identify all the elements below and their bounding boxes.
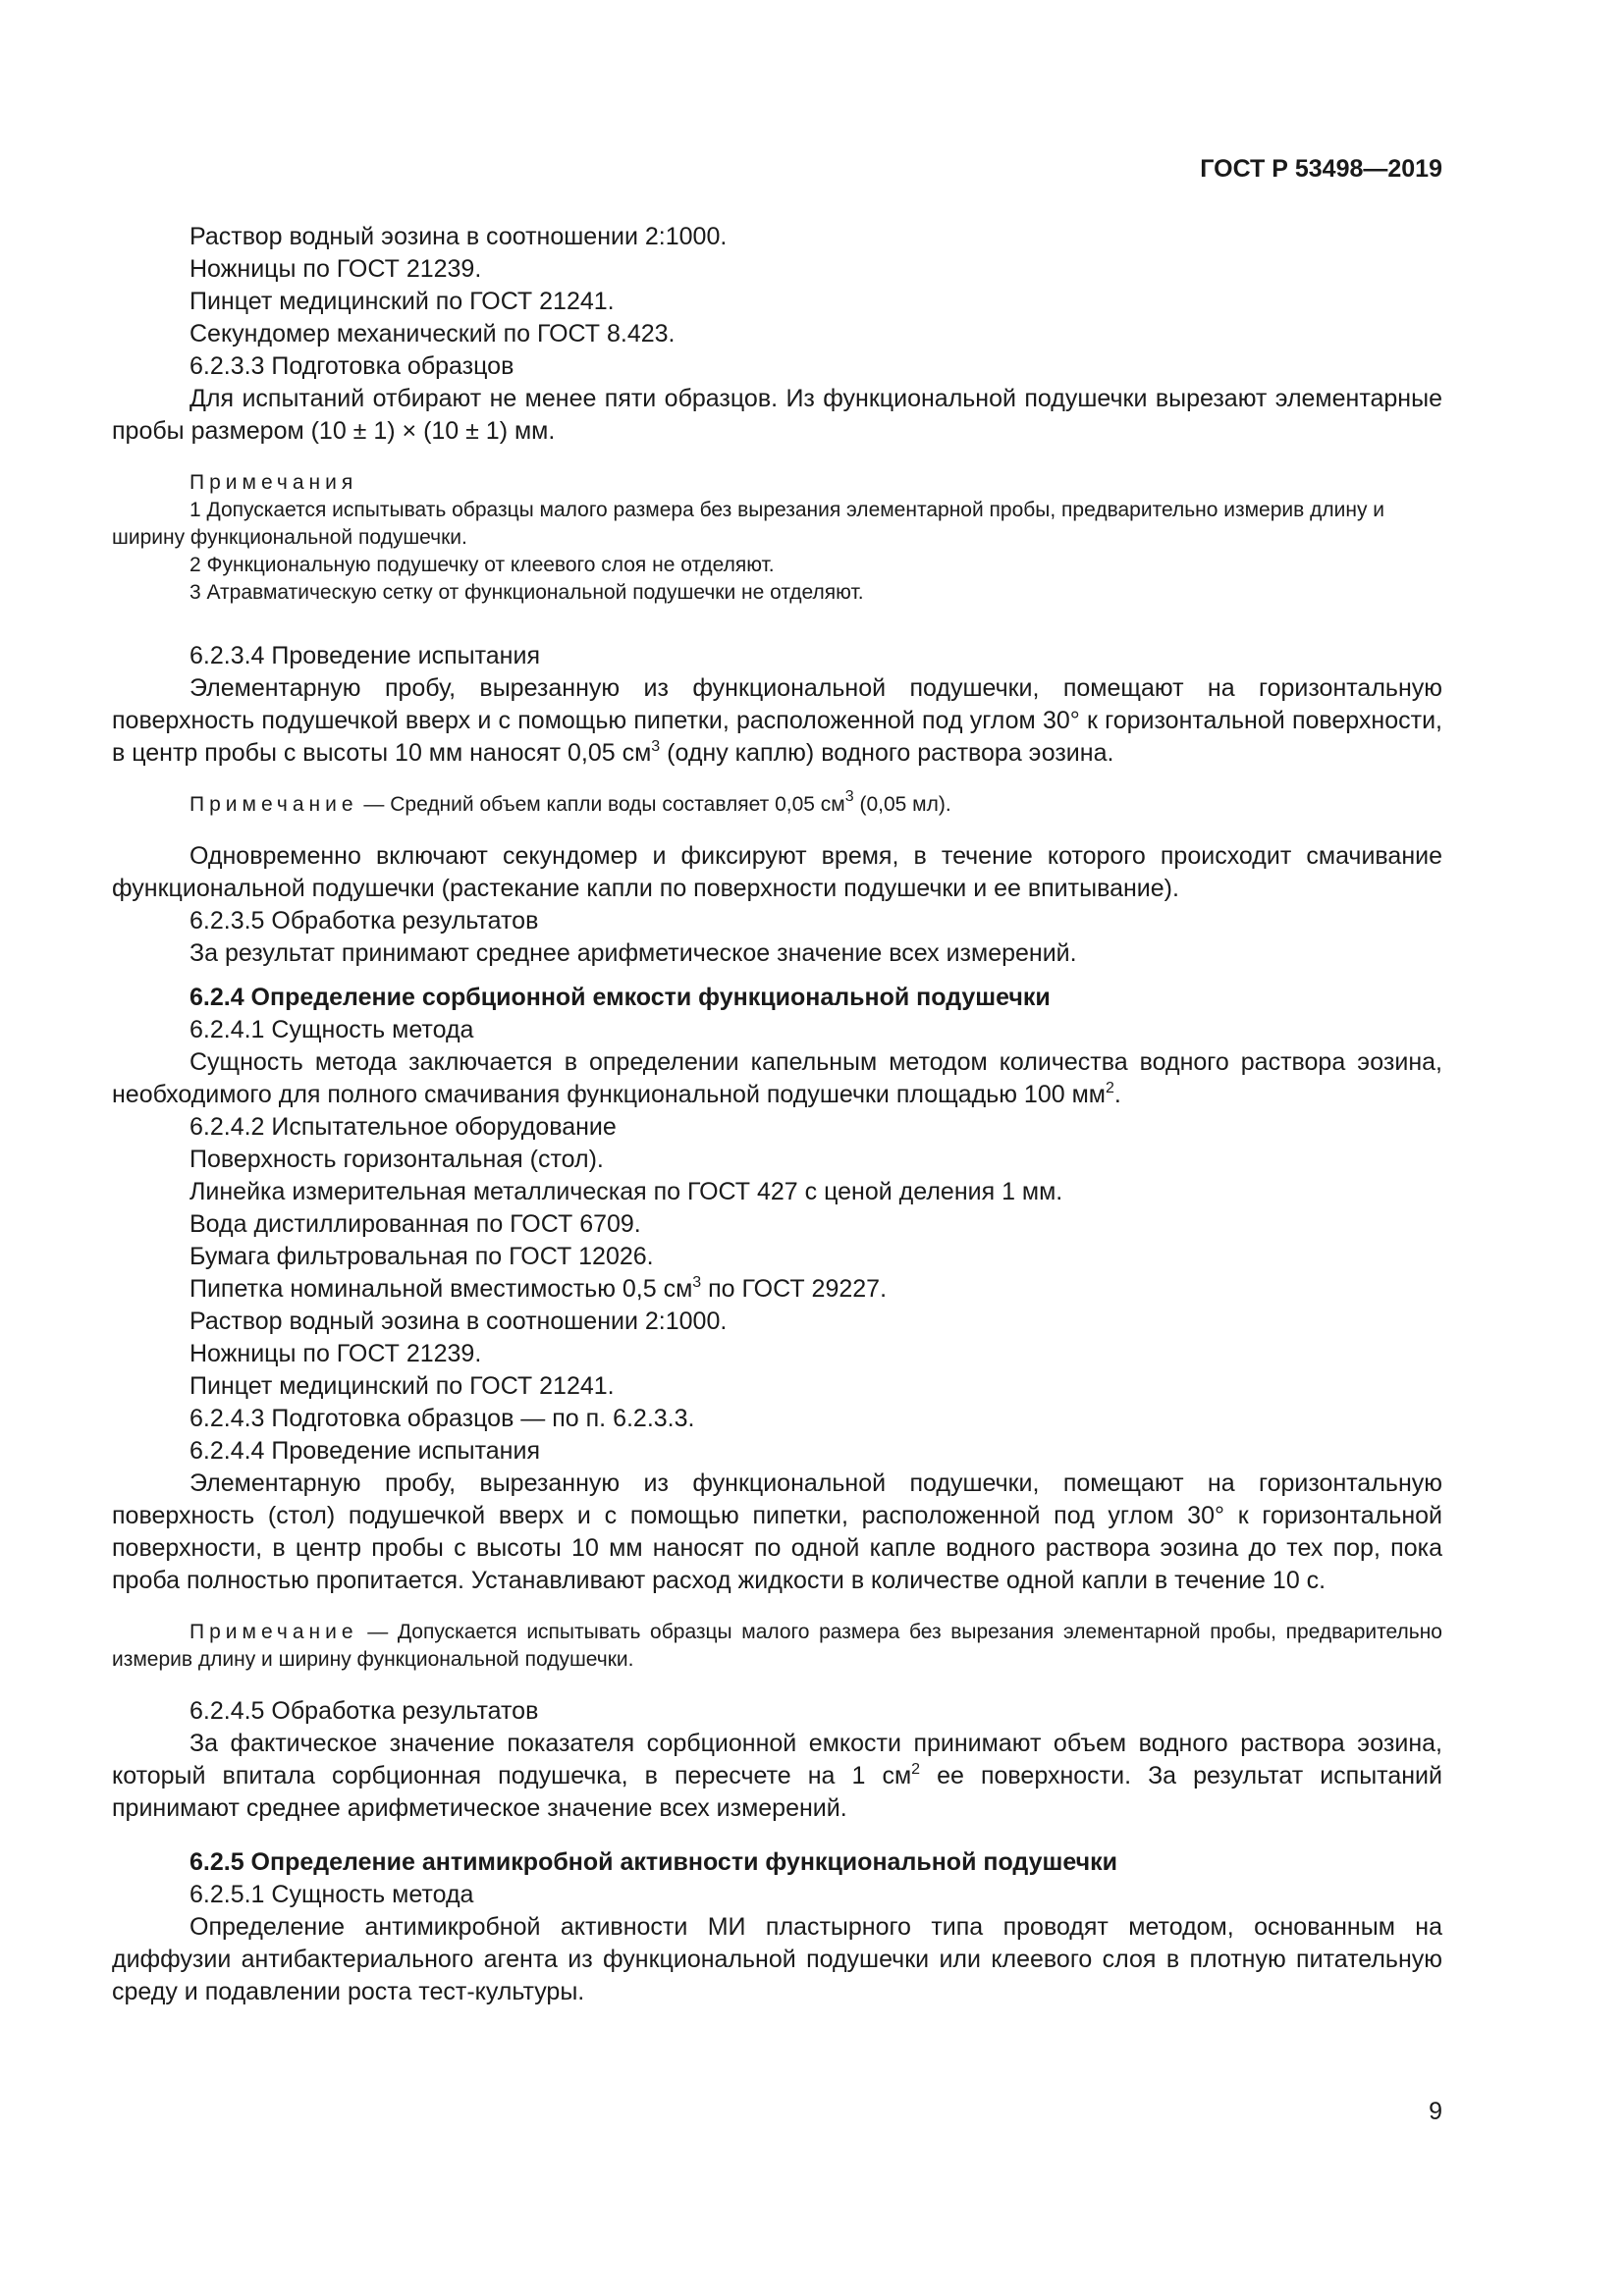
paragraph: Определение антимикробной активности МИ пластырного типа проводят методом, основанным на диффузии антибактериального агента из функциональной подушечки или клеевого слоя в плотную питательную среду и подавлении роста тест-культуры.: [112, 1913, 1442, 2005]
subsection-heading: 6.2.3.5 Обработка результатов: [189, 907, 539, 934]
paragraph: За фактическое значение показателя сорбционной емкости принимают объем водного раствора эозина, который впитала сорбционная подушечка, в пересчете на 1 $см^2$ ее поверхности. За результат испытаний принимают среднее арифметическое значение всех измерений.: [112, 1730, 1442, 1822]
equipment-item: Ножницы по ГОСТ 21239.: [189, 1340, 482, 1367]
equipment-item: Раствор водный эозина в соотношении 2:1000.: [189, 1308, 728, 1335]
paragraph: Для испытаний отбирают не менее пяти образцов. Из функциональной подушечки вырезают элементарные пробы размером (10 ± 1) × (10 ± 1) мм.: [112, 385, 1442, 445]
equipment-item: Пинцет медицинский по ГОСТ 21241.: [189, 1372, 615, 1400]
subsection-heading: 6.2.4.2 Испытательное оборудование: [189, 1113, 617, 1141]
equipment-item: Раствор водный эозина в соотношении 2:1000.: [189, 223, 728, 250]
subsection-heading: 6.2.5.1 Сущность метода: [189, 1881, 474, 1908]
notes-label: Примечания: [189, 471, 358, 494]
paragraph: Сущность метода заключается в определении капельным методом количества водного раствора эозина, необходимого для полного смачивания функциональной подушечки площадью 100 $мм^2$.: [112, 1048, 1442, 1108]
equipment-item: Вода дистиллированная по ГОСТ 6709.: [189, 1210, 641, 1238]
equipment-item: Поверхность горизонтальная (стол).: [189, 1146, 604, 1173]
note-item: 1 Допускается испытывать образцы малого размера без вырезания элементарной пробы, предварительно измерив длину и ширину функциональной подушечки.: [112, 499, 1385, 549]
subsection-heading: 6.2.4.4 Проведение испытания: [189, 1437, 540, 1465]
subsection-heading: 6.2.3.4 Проведение испытания: [189, 642, 540, 669]
equipment-item: Секундомер механический по ГОСТ 8.423.: [189, 320, 676, 347]
note: Примечание — Допускается испытывать образцы малого размера без вырезания элементарной пробы, предварительно измерив длину и ширину функциональной подушечки.: [112, 1621, 1442, 1671]
notes-block: [112, 469, 1442, 607]
subsection-heading: 6.2.4.1 Сущность метода: [189, 1016, 474, 1043]
equipment-item: Бумага фильтровальная по ГОСТ 12026.: [189, 1243, 654, 1270]
note: Примечание — Средний объем капли воды составляет 0,05 $см^3$ (0,05 мл).: [189, 788, 951, 816]
document-code-header: ГОСТ Р 53498—2019: [1200, 155, 1442, 183]
note-item: 3 Атравматическую сетку от функциональной подушечки не отделяют.: [189, 581, 864, 604]
equipment-item: Ножницы по ГОСТ 21239.: [189, 255, 482, 283]
subsection-heading: 6.2.3.3 Подготовка образцов: [189, 352, 514, 380]
equipment-item: Линейка измерительная металлическая по ГОСТ 427 с ценой деления 1 мм.: [189, 1178, 1063, 1205]
section-heading: 6.2.4 Определение сорбционной емкости функциональной подушечки: [189, 984, 1051, 1011]
equipment-item: Пинцет медицинский по ГОСТ 21241.: [189, 288, 615, 315]
paragraph: За результат принимают среднее арифметическое значение всех измерений.: [189, 939, 1077, 967]
paragraph: Элементарную пробу, вырезанную из функциональной подушечки, помещают на горизонтальную поверхность подушечкой вверх и с помощью пипетки, расположенной под углом 30° к горизонтальной поверхности, в центр пробы с высоты 10 мм наносят 0,05 $см^3$ (одну каплю) водного раствора эозина.: [112, 674, 1442, 767]
note-item: 2 Функциональную подушечку от клеевого слоя не отделяют.: [189, 554, 775, 576]
paragraph: Элементарную пробу, вырезанную из функциональной подушечки, помещают на горизонтальную поверхность (стол) подушечкой вверх и с помощью пипетки, расположенной под углом 30° к горизонтальной поверхности, в центр пробы с высоты 10 мм наносят по одной капле водного раствора эозина до тех пор, пока проба полностью пропитается. Устанавливают расход жидкости в количестве одной капли в течение 10 с.: [112, 1469, 1442, 1594]
equipment-item: Пипетка номинальной вместимостью 0,5 $см^3$ по ГОСТ 29227.: [189, 1274, 888, 1303]
document-body: [112, 221, 1442, 2008]
subsection-heading: 6.2.4.5 Обработка результатов: [189, 1697, 539, 1725]
paragraph: Одновременно включают секундомер и фиксируют время, в течение которого происходит смачивание функциональной подушечки (растекание капли по поверхности подушечки и ее впитывание).: [112, 842, 1442, 902]
page-number: 9: [1429, 2098, 1442, 2125]
subsection-heading: 6.2.4.3 Подготовка образцов — по п. 6.2.3.3.: [189, 1405, 695, 1432]
section-heading: 6.2.5 Определение антимикробной активности функциональной подушечки: [189, 1848, 1118, 1876]
